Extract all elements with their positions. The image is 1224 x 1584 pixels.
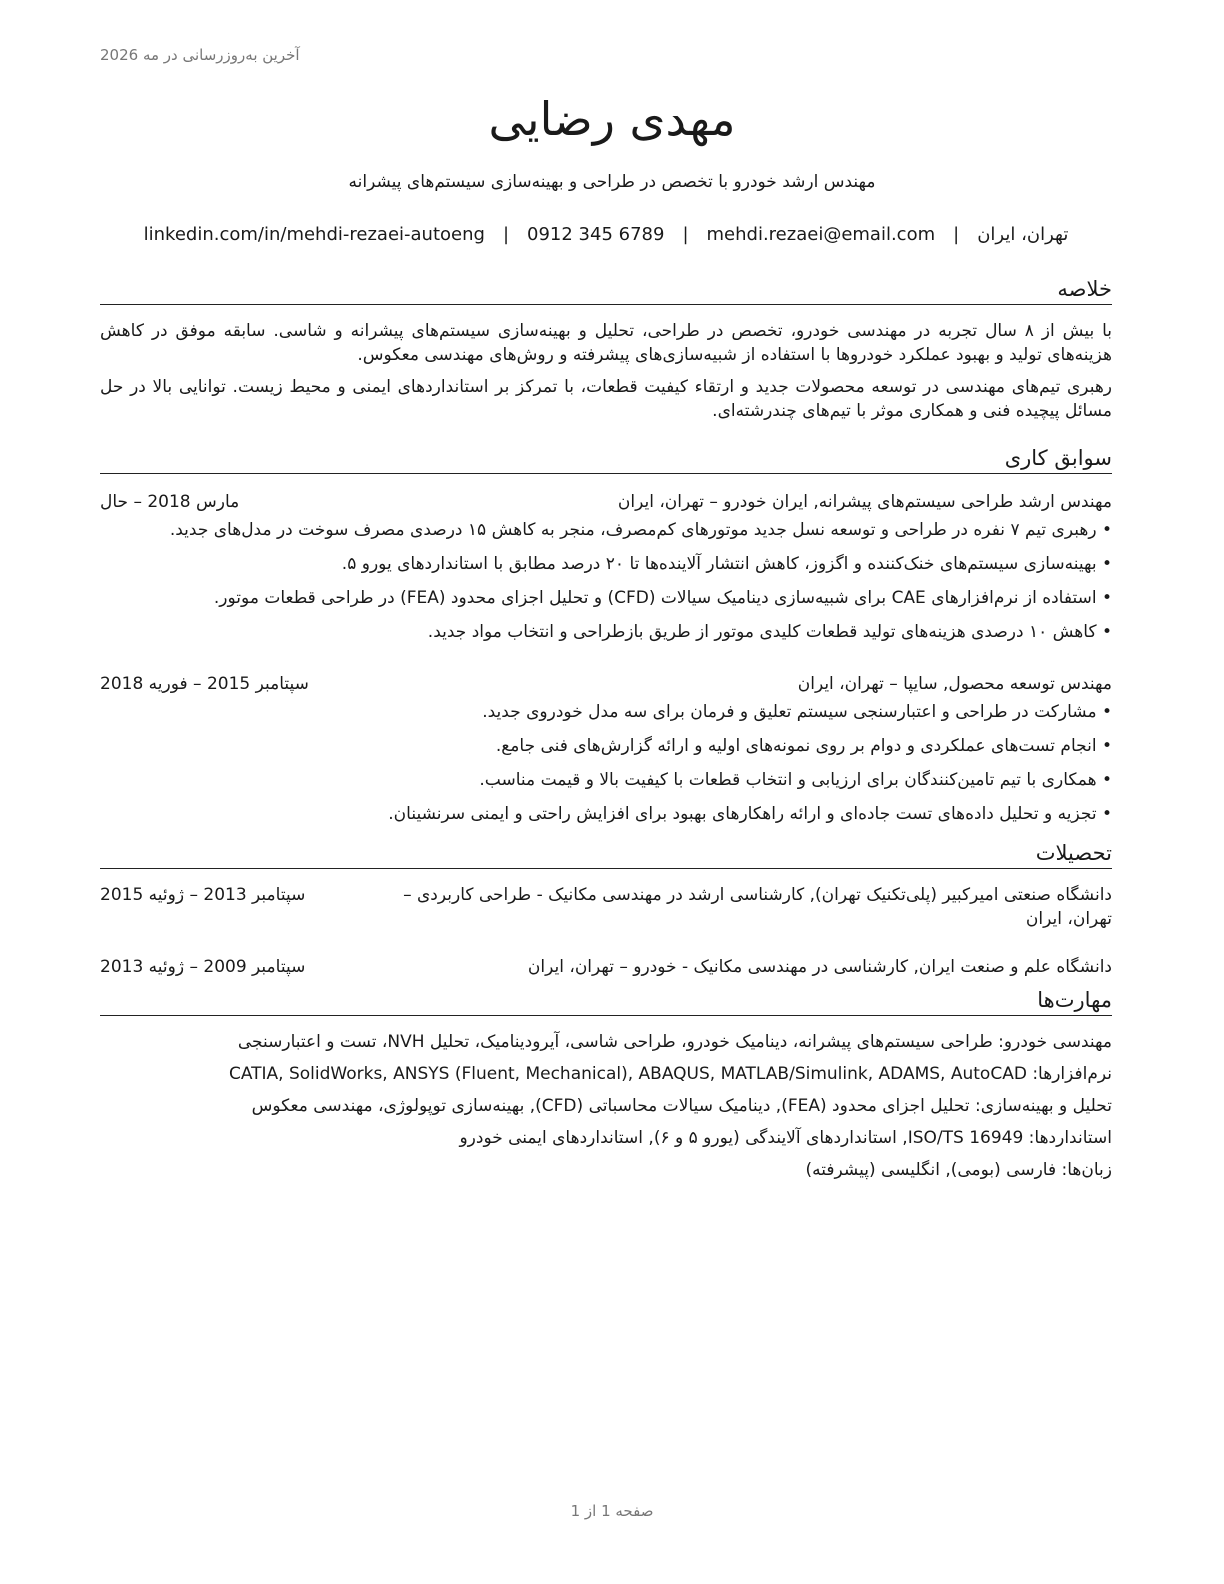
- tagline: مهندس ارشد خودرو با تخصص در طراحی و بهینه‌سازی سیستم‌های پیشرانه: [348, 172, 876, 192]
- job-title: مهندس توسعه محصول, سایپا – تهران، ایران: [797, 674, 1112, 694]
- contact-separator: |: [502, 224, 510, 245]
- education-dates: سپتامبر 2009 – ژوئیه 2013: [100, 957, 306, 977]
- job-header: [100, 490, 1112, 514]
- skill-line: نرم‌افزارها: CATIA, SolidWorks, ANSYS (Fluent, Mechanical), ABAQUS, MATLAB/Simulink, ADAMS, AutoCAD: [228, 1064, 1112, 1084]
- page-number: صفحه 1 از 1: [570, 1502, 654, 1520]
- job-bullet: • بهینه‌سازی سیستم‌های خنک‌کننده و اگزوز، کاهش انتشار آلاینده‌ها تا ۲۰ درصد مطابق با استانداردهای یورو ۵.: [100, 552, 1112, 576]
- job-bullet: • رهبری تیم ۷ نفره در طراحی و توسعه نسل جدید موتورهای کم‌مصرف، منجر به کاهش ۱۵ درصدی مصرف سوخت در مدل‌های جدید.: [100, 518, 1112, 542]
- education-dates: سپتامبر 2013 – ژوئیه 2015: [100, 885, 306, 905]
- education-line: دانشگاه صنعتی امیرکبیر (پلی‌تکنیک تهران), کارشناسی ارشد در مهندسی مکانیک - طراحی کاربردی –: [403, 885, 1112, 905]
- contact-location: تهران، ایران: [977, 224, 1069, 245]
- education-section: [100, 840, 1112, 979]
- skill-line: استانداردها: ISO/TS 16949, استانداردهای آلایندگی (یورو ۵ و ۶), استانداردهای ایمنی خودرو: [459, 1128, 1112, 1148]
- experience-section: [100, 445, 1112, 826]
- experience-title: سوابق کاری: [100, 445, 1112, 474]
- education-details: [330, 883, 1112, 931]
- summary-title: خلاصه: [100, 276, 1112, 305]
- education-details: [330, 955, 1112, 979]
- contact-separator: |: [682, 224, 689, 245]
- contact-linkedin[interactable]: linkedin.com/in/mehdi-rezaei-autoeng: [143, 224, 485, 245]
- job-bullet: • استفاده از نرم‌افزارهای CAE برای شبیه‌سازی دینامیک سیالات (CFD) و تحلیل اجزای محدود (FEA) در طراحی قطعات موتور.: [100, 586, 1112, 610]
- summary-paragraph: رهبری تیم‌های مهندسی در توسعه محصولات جدید و ارتقاء کیفیت قطعات، با تمرکز بر استانداردهای ایمنی و محیط زیست. توانایی بالا در حل مسائل پیچیده فنی و همکاری موثر با تیم‌های چندرشته‌ای.: [100, 377, 1112, 421]
- job-bullet: • انجام تست‌های عملکردی و دوام بر روی نمونه‌های اولیه و ارائه گزارش‌های فنی جامع.: [100, 734, 1112, 758]
- skills-section: [100, 987, 1112, 1182]
- skill-line: مهندسی خودرو: طراحی سیستم‌های پیشرانه، دینامیک خودرو، طراحی شاسی، آیرودینامیک، تحلیل NVH، تست و اعتبارسنجی: [237, 1032, 1112, 1052]
- job-bullet: • همکاری با تیم تامین‌کنندگان برای ارزیابی و انتخاب قطعات با کیفیت بالا و قیمت مناسب.: [100, 768, 1112, 792]
- contact-email[interactable]: mehdi.rezaei@email.com: [706, 224, 936, 245]
- summary-paragraph: با بیش از ۸ سال تجربه در مهندسی خودرو، تخصص در طراحی، تحلیل و بهینه‌سازی سیستم‌های پیشرانه و شاسی. سابقه موفق در کاهش هزینه‌های تولید و بهبود عملکرد خودروها با استفاده از شبیه‌سازی‌های پیشرفته و روش‌های مهندسی معکوس.: [100, 321, 1113, 365]
- job-bullets: [100, 518, 1112, 644]
- skill-line: زبان‌ها: فارسی (بومی), انگلیسی (پیشرفته): [805, 1160, 1112, 1180]
- last-updated: آخرین به‌روزرسانی در مه 2026: [100, 46, 300, 64]
- job-bullet: • تجزیه و تحلیل داده‌های تست جاده‌ای و ارائه راهکارهای بهبود برای افزایش راحتی و ایمنی سرنشینان.: [100, 802, 1112, 826]
- job-entry: [100, 672, 1112, 826]
- skill-line: تحلیل و بهینه‌سازی: تحلیل اجزای محدود (FEA), دینامیک سیالات محاسباتی (CFD), بهینه‌سازی توپولوژی، مهندسی معکوس: [251, 1096, 1112, 1116]
- job-header: [100, 672, 1112, 696]
- job-entry: [100, 490, 1112, 644]
- education-line: دانشگاه علم و صنعت ایران, کارشناسی در مهندسی مکانیک - خودرو – تهران، ایران: [527, 957, 1112, 977]
- job-bullet: • مشارکت در طراحی و اعتبارسنجی سیستم تعلیق و فرمان برای سه مدل خودروی جدید.: [100, 700, 1112, 724]
- summary-section: [100, 276, 1112, 423]
- education-title: تحصیلات: [100, 840, 1112, 869]
- skills-list: [100, 1030, 1112, 1182]
- job-bullets: [100, 700, 1112, 826]
- job-dates: مارس 2018 – حال: [100, 492, 240, 512]
- education-entry: [100, 883, 1112, 931]
- contact-separator: |: [953, 224, 960, 245]
- job-bullet: • کاهش ۱۰ درصدی هزینه‌های تولید قطعات کلیدی موتور از طریق بازطراحی و انتخاب مواد جدید.: [100, 620, 1112, 644]
- job-dates: سپتامبر 2015 – فوریه 2018: [100, 674, 309, 694]
- job-title: مهندس ارشد طراحی سیستم‌های پیشرانه, ایران خودرو – تهران، ایران: [617, 492, 1112, 512]
- contact-phone[interactable]: 0912 345 6789: [527, 224, 665, 245]
- person-name: مهدی رضایی: [488, 92, 736, 146]
- skills-title: مهارت‌ها: [100, 987, 1112, 1016]
- resume-content: [100, 276, 1112, 1182]
- education-entry: [100, 955, 1112, 979]
- education-line: تهران، ایران: [1025, 909, 1112, 929]
- contact-line: [100, 224, 1112, 245]
